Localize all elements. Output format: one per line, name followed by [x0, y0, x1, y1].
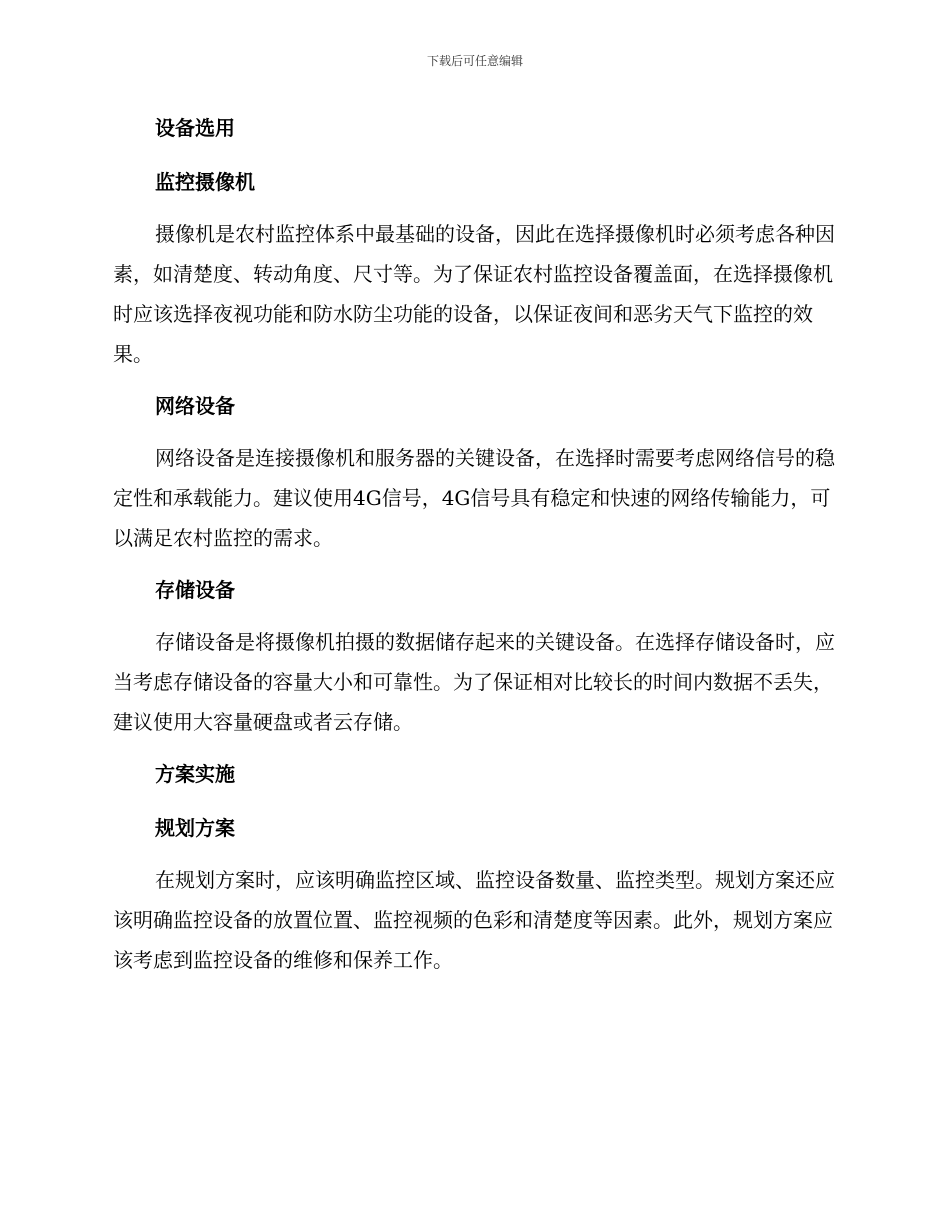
paragraph-camera: 摄像机是农村监控体系中最基础的设备，因此在选择摄像机时必须考虑各种因素，如清楚度、转动角度、尺寸等。为了保证农村监控设备覆盖面，在选择摄像机时应该选择夜视功能和防水防尘功能的设备，以保证夜间和恶劣天气下监控的效果。: [113, 222, 835, 366]
section-heading-equipment-selection: 设备选用: [155, 116, 235, 140]
subsection-heading-network: 网络设备: [155, 394, 235, 418]
section-heading-implementation: 方案实施: [155, 762, 235, 786]
paragraph-storage: 存储设备是将摄像机拍摄的数据储存起来的关键设备。在选择存储设备时，应当考虑存储设备的容量大小和可靠性。为了保证相对比较长的时间内数据不丢失，建议使用大容量硬盘或者云存储。: [113, 630, 835, 734]
document-body: [113, 110, 835, 980]
paragraph-planning: 在规划方案时，应该明确监控区域、监控设备数量、监控类型。规划方案还应该明确监控设备的放置位置、监控视频的色彩和清楚度等因素。此外，规划方案应该考虑到监控设备的维修和保养工作。: [113, 868, 835, 972]
subsection-heading-storage: 存储设备: [155, 578, 235, 602]
page-header: 下载后可任意编辑: [426, 54, 523, 68]
subsection-heading-planning: 规划方案: [155, 816, 235, 840]
subsection-heading-camera: 监控摄像机: [155, 170, 255, 194]
paragraph-network: 网络设备是连接摄像机和服务器的关键设备，在选择时需要考虑网络信号的稳定性和承载能力。建议使用4G信号，4G信号具有稳定和快速的网络传输能力，可以满足农村监控的需求。: [113, 446, 835, 550]
